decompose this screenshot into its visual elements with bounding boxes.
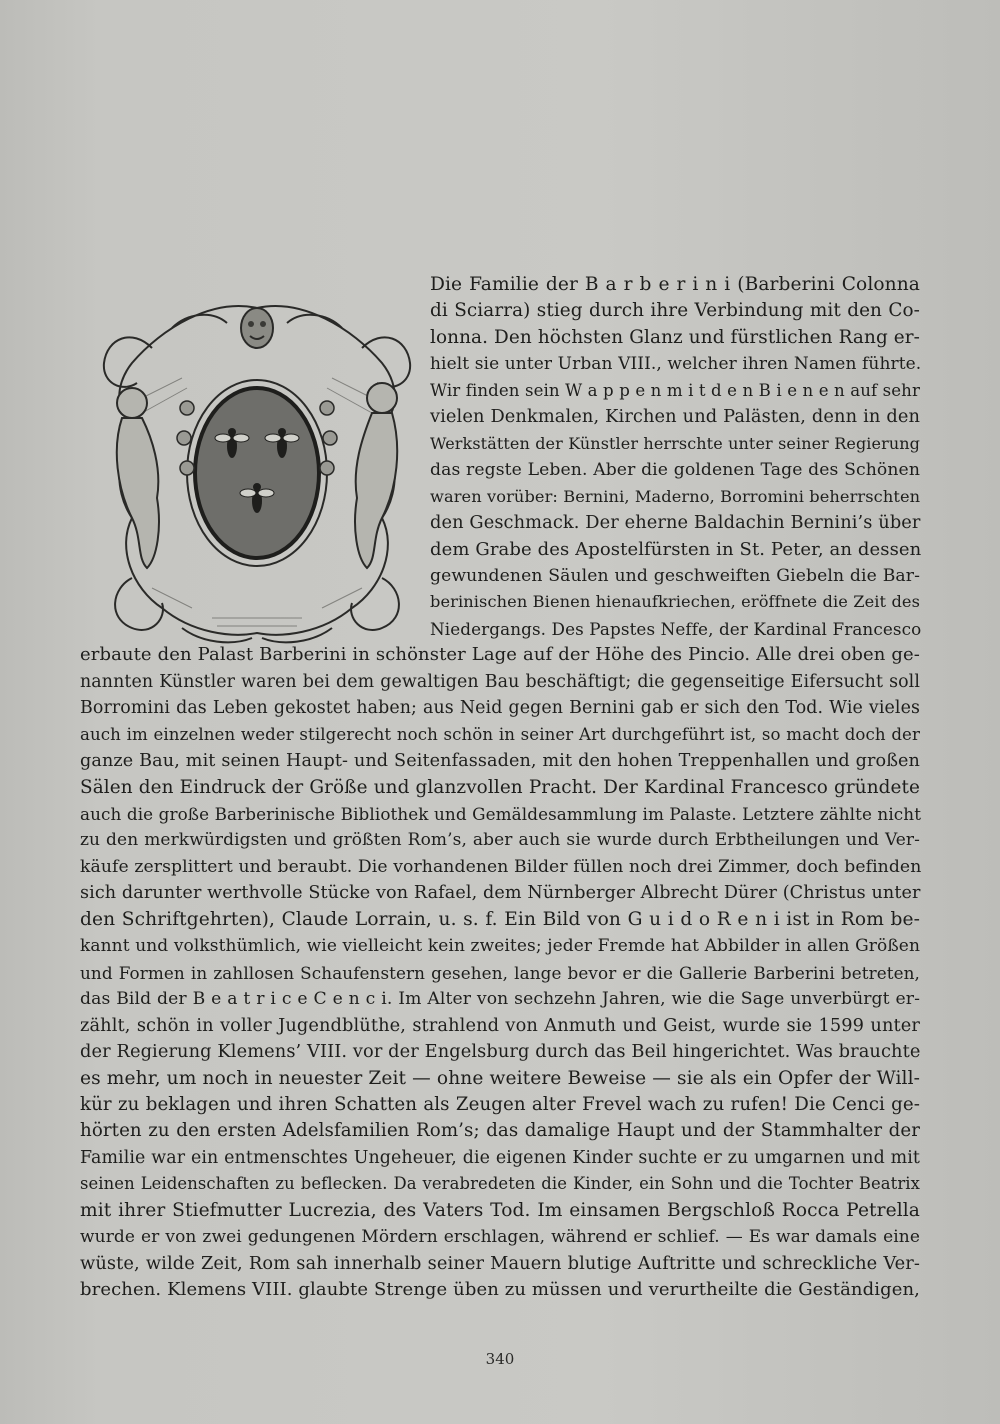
text-line: sich darunter werthvolle Stücke von Rafael, dem Nürnberger Albrecht Dürer (Christus unter (80, 883, 921, 904)
text-line: wüste, wilde Zeit, Rom sah innerhalb seiner Mauern blutige Auftritte und schreckliche Ver- (80, 1252, 920, 1274)
text-line: Sälen den Eindruck der Größe und glanzvollen Pracht. Der Kardinal Francesco gründete (80, 776, 920, 798)
text-line: erbaute den Palast Barberini in schönster Lage auf der Höhe des Pincio. Alle drei oben ge- (80, 644, 920, 666)
text-line: waren vorüber: Bernini, Maderno, Borromini beherrschten (430, 486, 921, 506)
text-line: Wir finden sein W a p p e n m i t d e n B i e n e n auf sehr (430, 380, 920, 400)
text-line: brechen. Klemens VIII. glaubte Strenge üben zu müssen und verurtheilte die Geständigen, (80, 1279, 920, 1301)
text-line: zu den merkwürdigsten und größten Rom’s, aber auch sie wurde durch Erbtheilungen und Ver- (80, 830, 920, 851)
text-line: ganze Bau, mit seinen Haupt- und Seitenfassaden, mit den hohen Treppenhallen und großen (80, 751, 920, 772)
text-line: Borromini das Leben gekostet haben; aus Neid gegen Bernini gab er sich den Tod. Wie vieles (80, 698, 920, 719)
text-line: Niedergangs. Des Papstes Neffe, der Kardinal Francesco (430, 618, 922, 639)
mask-ornament (241, 308, 273, 348)
text-line: hielt sie unter Urban VIII., welcher ihren Namen führte. (430, 354, 922, 375)
text-line: das Bild der B e a t r i c e C e n c i. Im Alter von sechzehn Jahren, wie die Sage unverbürgt er- (80, 989, 920, 1010)
text-line: mit ihrer Stiefmutter Lucrezia, des Vaters Tod. Im einsamen Bergschloß Rocca Petrella (80, 1199, 920, 1221)
text-line: zählt, schön in voller Jugendblüthe, strahlend von Anmuth und Geist, wurde sie 1599 unter (80, 1014, 920, 1036)
text-line: hörten zu den ersten Adelsfamilien Rom’s; das damalige Haupt und der Stammhalter der (80, 1120, 920, 1142)
text-line: Die Familie der B a r b e r i n i (Barberini Colonna (430, 274, 920, 295)
text-line: di Sciarra) stieg durch ihre Verbindung mit den Co- (430, 300, 920, 322)
page-number: 340 (485, 1350, 515, 1368)
text-line: käufe zersplittert und beraubt. Die vorhandenen Bilder füllen noch drei Zimmer, doch befinden (80, 856, 922, 877)
coat-of-arms-icon (92, 288, 422, 648)
text-line: den Schriftgehrten), Claude Lorrain, u. s. f. Ein Bild von G u i d o R e n i ist in Rom be- (80, 908, 920, 930)
text-line: kür zu beklagen und ihren Schatten als Zeugen alter Frevel wach zu rufen! Die Cenci ge- (80, 1093, 920, 1115)
text-line: gewundenen Säulen und geschweiften Giebeln die Bar- (430, 565, 920, 586)
text-line: Werkstätten der Künstler herrschte unter seiner Regierung (430, 433, 920, 453)
text-line: es mehr, um noch in neuester Zeit — ohne weitere Beweise — sie als ein Opfer der Will- (80, 1067, 920, 1089)
text-line: und Formen in zahllosen Schaufenstern gesehen, lange bevor er die Gallerie Barberini betreten, (80, 962, 920, 983)
text-line: den Geschmack. Der eherne Baldachin Bernini’s über (430, 512, 921, 534)
text-line: wurde er von zwei gedungenen Mördern erschlagen, während er schlief. — Es war damals eine (80, 1227, 920, 1248)
text-line: auch die große Barberinische Bibliothek und Gemäldesammlung im Palaste. Letztere zählte nicht (80, 804, 922, 824)
text-line: berinischen Bienen hienaufkriechen, eröffnete die Zeit des (430, 592, 920, 612)
text-line: der Regierung Klemens’ VIII. vor der Engelsburg durch das Beil hingerichtet. Was brauchte (80, 1041, 921, 1063)
text-line: auch im einzelnen weder stilgerecht noch schön in seiner Art durchgeführt ist, so macht doch der (80, 724, 920, 744)
text-line: Familie war ein entmenschtes Ungeheuer, die eigenen Kinder suchte er zu umgarnen und mit (80, 1147, 920, 1168)
text-line: seinen Leidenschaften zu beflecken. Da verabredeten die Kinder, ein Sohn und die Tochter Beatrix (80, 1174, 920, 1194)
text-line: nannten Künstler waren bei dem gewaltigen Bau beschäftigt; die gegenseitige Eifersucht soll (80, 671, 920, 692)
text-line: kannt und volksthümlich, wie vielleicht kein zweites; jeder Fremde hat Abbilder in allen Größen (80, 936, 920, 957)
text-line: das regste Leben. Aber die goldenen Tage des Schönen (430, 460, 920, 481)
text-line: lonna. Den höchsten Glanz und fürstlichen Rang er- (430, 326, 920, 348)
text-line: vielen Denkmalen, Kirchen und Palästen, denn in den (430, 406, 920, 428)
text-line: dem Grabe des Apostelfürsten in St. Peter, an dessen (430, 538, 922, 560)
